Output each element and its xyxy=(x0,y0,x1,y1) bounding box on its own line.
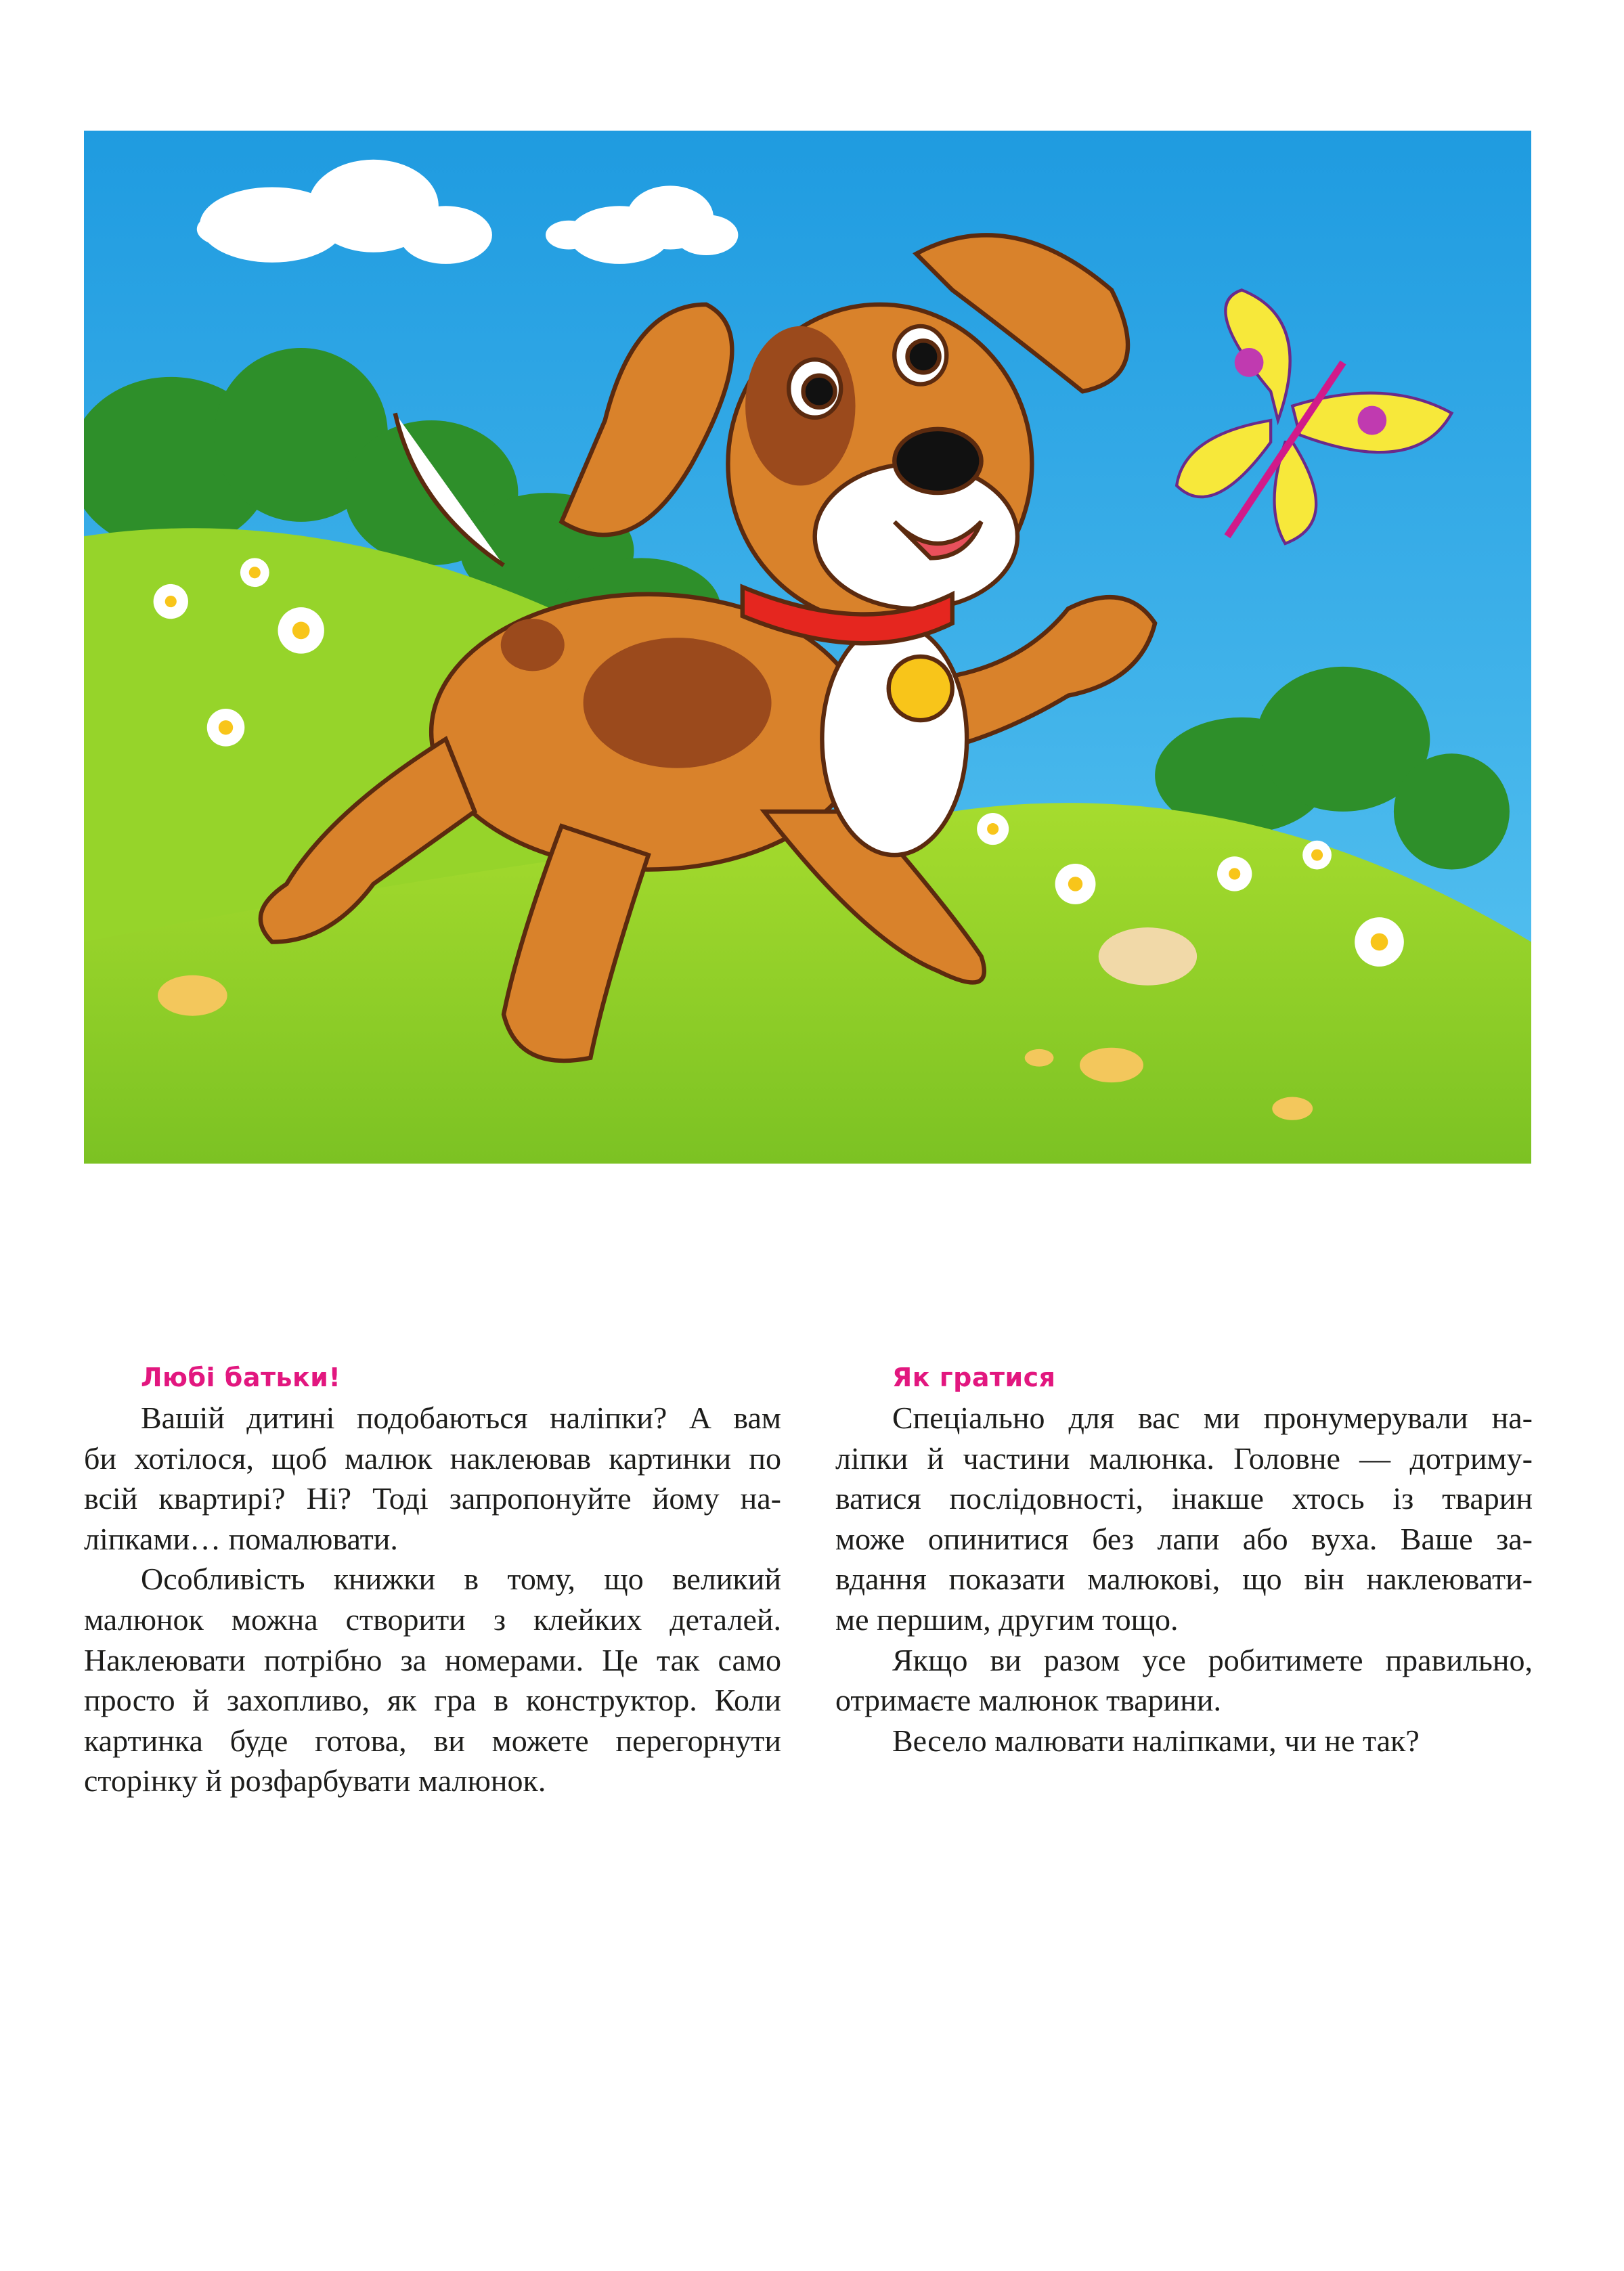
text-line: би хотілося, щоб малюк наклеював картинки по xyxy=(84,1440,781,1476)
text-line: сторінку й розфарбувати малюнок. xyxy=(84,1763,546,1799)
text-line: ліпками… помалювати. xyxy=(84,1521,398,1556)
text-line: всій квартирі? Ні? Тоді запропонуйте йому на- xyxy=(84,1481,781,1516)
text-line: малюнок можна створити з клейких деталей. xyxy=(84,1602,781,1637)
paragraph xyxy=(835,1398,1533,1640)
text-line: Особливість книжки в тому, що великий xyxy=(141,1562,781,1597)
paragraph xyxy=(835,1721,1533,1761)
text-line: просто й захопливо, як гра в конструктор. Коли xyxy=(84,1683,781,1718)
text-line: може опинитися без лапи або вуха. Ваше за- xyxy=(835,1521,1533,1556)
text-line: ліпки й частини малюнка. Головне — дотриму- xyxy=(835,1440,1533,1476)
text-line: Наклеювати потрібно за номерами. Це так само xyxy=(84,1642,781,1677)
text-line: Спеціально для вас ми пронумерували на- xyxy=(892,1401,1533,1435)
how-to-play-column xyxy=(835,1357,1533,1761)
text-line: ватися послідовності, інакше хтось із тварин xyxy=(835,1481,1533,1516)
section-heading: Як гратися xyxy=(892,1363,1056,1392)
text-line: Весело малювати наліпками, чи не так? xyxy=(892,1723,1420,1758)
dog-illustration xyxy=(84,131,1531,1164)
parents-note-column xyxy=(84,1357,781,1801)
text-line: вдання показати малюкові, що він наклеювати- xyxy=(835,1562,1533,1597)
text-line: картинка буде готова, ви можете перегорнути xyxy=(84,1723,781,1758)
text-line: Якщо ви разом усе робитимете правильно, xyxy=(892,1642,1533,1677)
section-heading: Любі батьки! xyxy=(141,1363,341,1392)
paragraph xyxy=(84,1398,781,1559)
paragraph xyxy=(835,1640,1533,1721)
text-line: ме першим, другим тощо. xyxy=(835,1602,1179,1637)
text-line: отримаєте малюнок тварини. xyxy=(835,1683,1222,1718)
text-line: Вашій дитині подобаються наліпки? А вам xyxy=(141,1401,781,1435)
paragraph xyxy=(84,1559,781,1801)
